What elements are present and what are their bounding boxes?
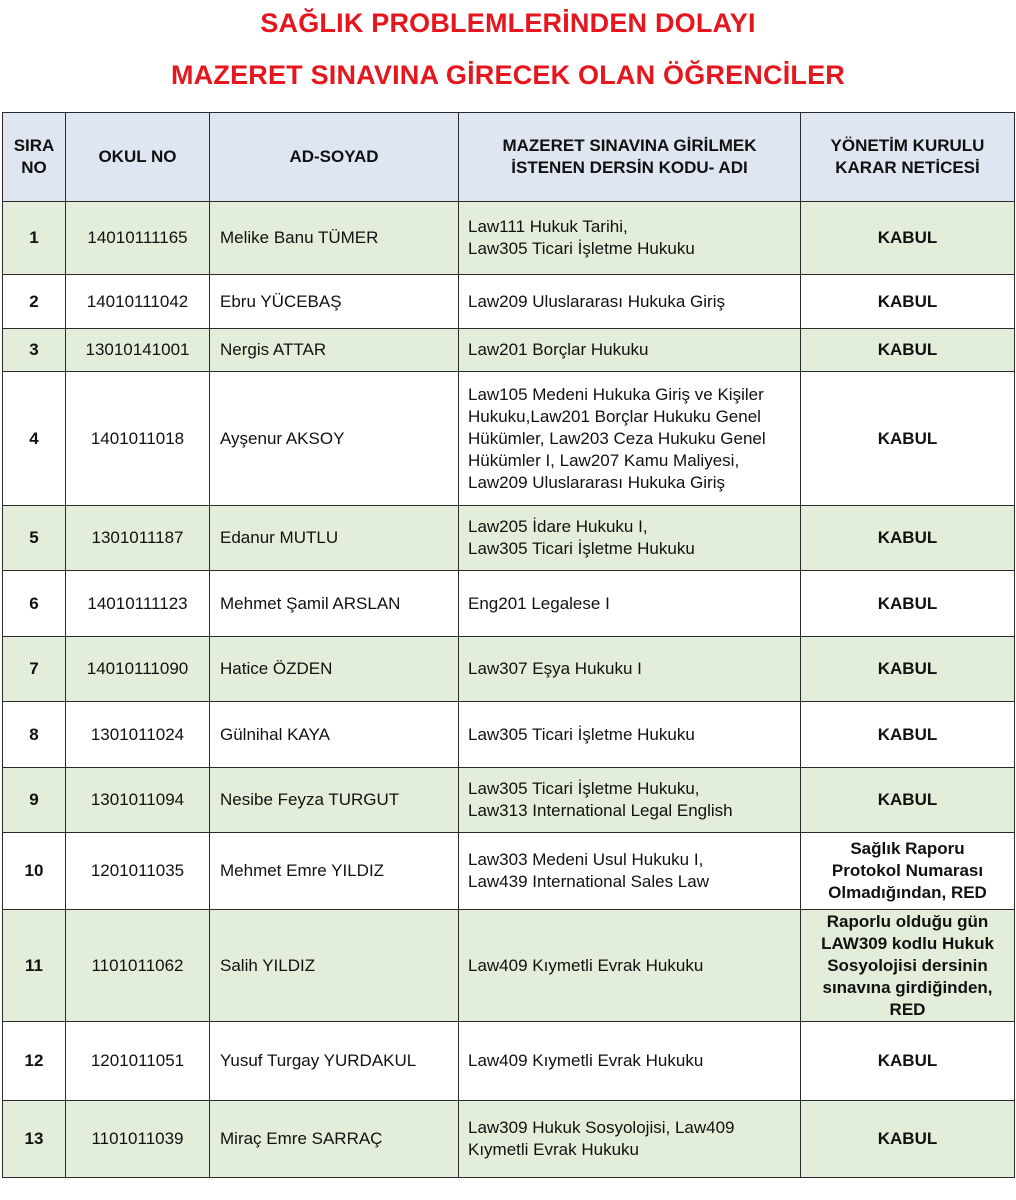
cell-ders: [459, 768, 801, 833]
ders-line: Law111 Hukuk Tarihi,: [468, 217, 628, 236]
karar-line: KABUL: [877, 790, 938, 809]
cell-okul-no: 1301011187: [66, 506, 210, 571]
ders-line: Hukuku,Law201 Borçlar Hukuku Genel: [468, 406, 761, 426]
cell-ad-soyad: Melike Banu TÜMER: [210, 202, 459, 275]
table-row: [3, 910, 1015, 1022]
karar-line: KABUL: [877, 1051, 938, 1070]
cell-okul-no: 13010141001: [66, 329, 210, 372]
header-ad-soyad: AD-SOYAD: [210, 113, 459, 202]
ders-line: Law313 International Legal English: [468, 801, 733, 820]
cell-karar: [801, 506, 1015, 571]
karar-line: sınavına girdiğinden,: [822, 977, 993, 997]
cell-okul-no: 1301011024: [66, 702, 210, 768]
cell-sira-no: 12: [3, 1022, 66, 1101]
header-ders-line-2: İSTENEN DERSİN KODU- ADI: [511, 158, 748, 177]
cell-okul-no: 1201011051: [66, 1022, 210, 1101]
table-row: [3, 768, 1015, 833]
cell-karar: [801, 329, 1015, 372]
ders-line: Law201 Borçlar Hukuku: [468, 340, 649, 359]
ders-line: Hükümler, Law203 Ceza Hukuku Genel: [468, 428, 766, 448]
karar-line: KABUL: [877, 291, 938, 311]
header-karar: [801, 113, 1015, 202]
karar-line: Sağlık Raporu: [850, 839, 965, 858]
cell-ad-soyad: Yusuf Turgay YURDAKUL: [210, 1022, 459, 1101]
cell-okul-no: 1101011039: [66, 1101, 210, 1178]
cell-sira-no: 11: [3, 910, 66, 1022]
cell-karar: [801, 202, 1015, 275]
karar-line: KABUL: [877, 593, 938, 613]
cell-karar: [801, 372, 1015, 506]
ders-line: Law409 Kıymetli Evrak Hukuku: [468, 1051, 704, 1070]
cell-sira-no: 7: [3, 637, 66, 702]
table-row: [3, 702, 1015, 768]
cell-ders: [459, 702, 801, 768]
cell-okul-no: 1301011094: [66, 768, 210, 833]
cell-sira-no: 9: [3, 768, 66, 833]
cell-ders: [459, 637, 801, 702]
cell-ders: [459, 1022, 801, 1101]
cell-karar: [801, 910, 1015, 1022]
cell-karar: [801, 833, 1015, 910]
ders-line: Kıymetli Evrak Hukuku: [468, 1140, 639, 1159]
table-row: [3, 275, 1015, 329]
header-karar-line-1: YÖNETİM KURULU: [830, 136, 985, 155]
cell-okul-no: 1101011062: [66, 910, 210, 1022]
cell-sira-no: 1: [3, 202, 66, 275]
table-row: [3, 329, 1015, 372]
ders-line: Eng201 Legalese I: [468, 593, 610, 613]
karar-line: Olmadığından, RED: [828, 883, 987, 902]
table-row: [3, 506, 1015, 571]
karar-line: RED: [889, 999, 926, 1019]
cell-karar: [801, 768, 1015, 833]
karar-line: KABUL: [877, 1129, 938, 1148]
cell-ders: [459, 1101, 801, 1178]
table-row: [3, 833, 1015, 910]
cell-sira-no: 8: [3, 702, 66, 768]
ders-line: Law305 Ticari İşletme Hukuku: [468, 239, 695, 258]
page-title-line-1: SAĞLIK PROBLEMLERİNDEN DOLAYI: [260, 8, 756, 38]
cell-sira-no: 13: [3, 1101, 66, 1178]
cell-ad-soyad: Edanur MUTLU: [210, 506, 459, 571]
karar-line: KABUL: [877, 340, 938, 359]
cell-okul-no: 1201011035: [66, 833, 210, 910]
cell-ad-soyad: Ayşenur AKSOY: [210, 372, 459, 506]
cell-ders: [459, 910, 801, 1022]
cell-ad-soyad: Ebru YÜCEBAŞ: [210, 275, 459, 329]
page-title-line-2: MAZERET SINAVINA GİRECEK OLAN ÖĞRENCİLER: [170, 60, 846, 90]
cell-sira-no: 2: [3, 275, 66, 329]
cell-karar: [801, 275, 1015, 329]
cell-ad-soyad: Mehmet Şamil ARSLAN: [210, 571, 459, 637]
header-ders: [459, 113, 801, 202]
ders-line: Hükümler I, Law207 Kamu Maliyesi,: [468, 450, 740, 470]
ders-line: Law305 Ticari İşletme Hukuku: [468, 539, 695, 558]
cell-karar: [801, 1022, 1015, 1101]
cell-ad-soyad: Mehmet Emre YILDIZ: [210, 833, 459, 910]
cell-ders: [459, 506, 801, 571]
cell-ad-soyad: Gülnihal KAYA: [210, 702, 459, 768]
karar-line: Protokol Numarası: [831, 861, 984, 880]
header-sira-line-1: SIRA: [13, 136, 55, 155]
cell-sira-no: 6: [3, 571, 66, 637]
karar-line: Raporlu olduğu gün: [826, 911, 989, 931]
cell-ders: [459, 329, 801, 372]
ders-line: Law303 Medeni Usul Hukuku I,: [468, 850, 704, 869]
table-header-row: [3, 113, 1015, 202]
cell-okul-no: 1401011018: [66, 372, 210, 506]
karar-line: KABUL: [877, 659, 938, 678]
cell-sira-no: 10: [3, 833, 66, 910]
ders-line: Law205 İdare Hukuku I,: [468, 517, 648, 536]
header-sira-no: [3, 113, 66, 202]
cell-okul-no: 14010111123: [66, 571, 210, 637]
cell-okul-no: 14010111090: [66, 637, 210, 702]
table-body: [3, 202, 1015, 1178]
ders-line: Law309 Hukuk Sosyolojisi, Law409: [468, 1118, 735, 1137]
cell-okul-no: 14010111165: [66, 202, 210, 275]
karar-line: KABUL: [877, 724, 938, 744]
cell-okul-no: 14010111042: [66, 275, 210, 329]
ders-line: Law305 Ticari İşletme Hukuku: [468, 724, 695, 744]
table-row: [3, 202, 1015, 275]
ders-line: Law305 Ticari İşletme Hukuku,: [468, 779, 700, 798]
ders-line: Law209 Uluslararası Hukuka Giriş: [468, 291, 725, 311]
students-table: [2, 112, 1015, 1178]
cell-karar: [801, 571, 1015, 637]
cell-ad-soyad: Nergis ATTAR: [210, 329, 459, 372]
cell-ders: [459, 275, 801, 329]
header-ders-line-1: MAZERET SINAVINA GİRİLMEK: [502, 136, 757, 155]
karar-line: KABUL: [877, 228, 938, 247]
ders-line: Law105 Medeni Hukuka Giriş ve Kişiler: [468, 384, 764, 404]
karar-line: KABUL: [877, 528, 938, 547]
cell-karar: [801, 1101, 1015, 1178]
header-sira-line-2: NO: [21, 158, 47, 177]
table-row: [3, 1101, 1015, 1178]
karar-line: LAW309 kodlu Hukuk: [821, 933, 994, 953]
table-row: [3, 372, 1015, 506]
cell-ders: [459, 202, 801, 275]
cell-sira-no: 5: [3, 506, 66, 571]
karar-line: KABUL: [877, 428, 938, 448]
cell-sira-no: 4: [3, 372, 66, 506]
cell-karar: [801, 702, 1015, 768]
cell-ders: [459, 571, 801, 637]
karar-line: Sosyolojisi dersinin: [827, 955, 988, 975]
cell-ders: [459, 372, 801, 506]
ders-line: Law439 International Sales Law: [468, 872, 709, 891]
cell-karar: [801, 637, 1015, 702]
table-row: [3, 637, 1015, 702]
ders-line: Law307 Eşya Hukuku I: [468, 659, 642, 678]
cell-ad-soyad: Miraç Emre SARRAÇ: [210, 1101, 459, 1178]
ders-line: Law409 Kıymetli Evrak Hukuku: [468, 955, 704, 975]
cell-ad-soyad: Hatice ÖZDEN: [210, 637, 459, 702]
cell-ad-soyad: Nesibe Feyza TURGUT: [210, 768, 459, 833]
ders-line: Law209 Uluslararası Hukuka Giriş: [468, 472, 725, 492]
cell-ad-soyad: Salih YILDIZ: [210, 910, 459, 1022]
cell-sira-no: 3: [3, 329, 66, 372]
table-row: [3, 1022, 1015, 1101]
header-karar-line-2: KARAR NETİCESİ: [835, 158, 980, 177]
table-row: [3, 571, 1015, 637]
header-okul-no: OKUL NO: [66, 113, 210, 202]
cell-ders: [459, 833, 801, 910]
